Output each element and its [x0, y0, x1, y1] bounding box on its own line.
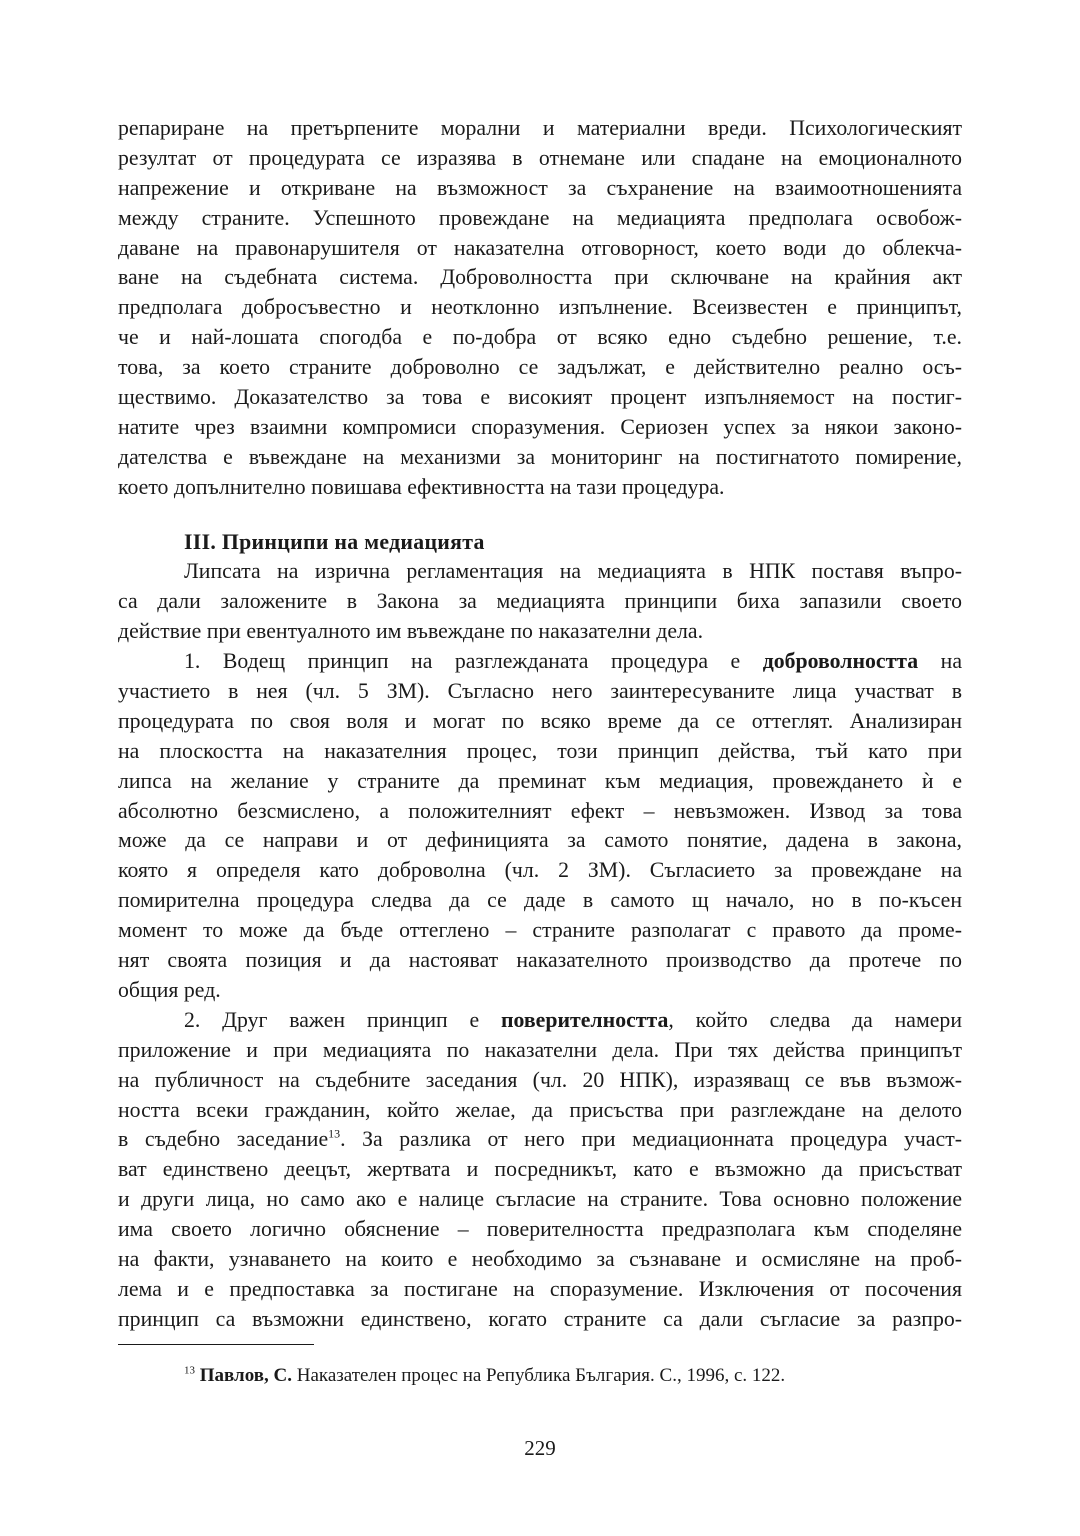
text-line: предполага добросъвестно и неотклонно изпълнение. Всеизвестен е принципът, [118, 295, 962, 320]
page-number: 229 [524, 1436, 556, 1460]
footnote-divider [118, 1344, 314, 1345]
text-line: може да се направи и от дефиницията за самото понятие, дадена в закона, [118, 828, 962, 853]
paragraph-confidentiality [118, 1006, 962, 1335]
text-fragment: . За разлика от него при медиационната процедура участ- [340, 1127, 962, 1152]
text-line: има своето логично обяснение – поверителността предразполага към споделяне [118, 1217, 962, 1242]
footnote-mark: 13 [184, 1364, 195, 1377]
text-line: на публичност на съдебните заседания (чл. 20 НПК), изразяващ се във възмож- [118, 1067, 962, 1092]
text-line: ване на съдебната система. Доброволността при сключване на крайния акт [118, 265, 962, 290]
text-line: лема и е предпоставка за постигане на споразумение. Изключения от посочения [118, 1276, 962, 1301]
text-fragment: на [918, 649, 962, 674]
text-line: ността всеки гражданин, който желае, да присъства при разглеждане на делото [118, 1097, 962, 1122]
text-line: напрежение и откриване на възможност за съхранение на взаимоотношенията [118, 175, 962, 200]
text-line: на плоскостта на наказателния процес, този принцип действа, тъй като при [118, 738, 962, 763]
text-line: процедурата по своя воля и могат по всяко време да се оттеглят. Анализиран [118, 708, 962, 733]
text-line: между страните. Успешното провеждане на медиацията предполага освобож- [118, 205, 962, 230]
text-line [118, 1006, 962, 1036]
text-line: са дали заложените в Закона за медиацията принципи биха запазили своето [118, 589, 962, 614]
text-line: резултат от процедурата се изразява в отнемане или спадане на емоционалното [118, 145, 962, 170]
text-line: дателства е въвеждане на механизми за мониторинг на постигнатото помирение, [118, 444, 962, 469]
footnote-text: Наказателен процес на Република България. С., 1996, с. 122. [291, 1365, 786, 1386]
section-spacer [118, 503, 962, 528]
section-heading: III. Принципи на медиацията [184, 529, 485, 554]
text-line: принцип са възможни единствено, когато страните са дали съгласие за разпро- [118, 1306, 962, 1331]
text-line: че и най-лошата спогодба е по-добра от всяко едно съдебно решение, т.е. [118, 325, 962, 350]
text-line: репариране на претърпените морални и материални вреди. Психологическият [118, 116, 962, 140]
text-line: което допълнително повишава ефективността на тази процедура. [118, 474, 725, 499]
text-line: на факти, узнаването на които е необходимо за съзнаване и осмисляне на проб- [118, 1246, 962, 1271]
text-line: общия ред. [118, 977, 221, 1002]
paragraph-continuation [118, 114, 962, 503]
text-fragment: 1. Водещ принцип на разглежданата процедура е [184, 649, 763, 674]
text-line: даване на правонарушителя от наказателна отговорност, което води до облекча- [118, 235, 962, 260]
emphasis-term: доброволността [762, 649, 919, 674]
paragraph-intro [118, 557, 962, 647]
text-line: момент то може да бъде оттеглено – страните разполагат с правото да проме- [118, 918, 962, 943]
text-line: нят своята позиция и да настояват наказателното производство да протече по [118, 948, 962, 973]
text-fragment: , който следва да намери [668, 1007, 962, 1032]
page-body [118, 114, 962, 1335]
text-line: ват единствено деецът, жертвата и посредникът, като е възможно да присъстват [118, 1157, 962, 1182]
text-fragment: 2. Друг важен принцип е [184, 1007, 501, 1032]
text-line: Липсата на изрична регламентация на медиацията в НПК поставя въпро- [184, 559, 962, 584]
footnote-reference[interactable]: 13 [328, 1127, 341, 1142]
paragraph-voluntariness [118, 647, 962, 1006]
text-line: която я определя като доброволна (чл. 2 ЗМ). Съгласието за провеждане на [118, 858, 962, 883]
text-line: ществимо. Доказателство за това е високият процент изпълняемост на постиг- [118, 385, 962, 410]
text-line: това, за което страните доброволно се задължат, е действително реално осъ- [118, 355, 962, 380]
text-line: помирителна процедура следва да се даде в самото щ начало, но в по-късен [118, 888, 962, 913]
text-fragment: в съдебно заседание [118, 1127, 329, 1152]
text-line: действие при евентуалното им въвеждане по наказателни дела. [118, 619, 704, 644]
text-line: натите чрез взаимни компромиси споразумения. Сериозен успех за някои законо- [118, 414, 962, 439]
text-line: приложение и при медиацията по наказателни дела. При тях действа принципът [118, 1037, 962, 1062]
footnote-author: Павлов, С. [199, 1365, 292, 1386]
text-line [118, 1125, 962, 1155]
text-line: участието в нея (чл. 5 ЗМ). Съгласно него заинтересуваните лица участват в [118, 679, 962, 704]
emphasis-term: поверителността [500, 1007, 669, 1032]
text-line: липса на желание у страните да преминат към медиация, провеждането ѝ е [118, 768, 962, 793]
text-line [118, 647, 962, 677]
text-line: и други лица, но само ако е налице съгласие на страните. Това основно положение [118, 1187, 962, 1212]
footnote [184, 1364, 785, 1388]
text-line: абсолютно безсмислено, а положителният ефект – невъзможен. Извод за това [118, 798, 962, 823]
